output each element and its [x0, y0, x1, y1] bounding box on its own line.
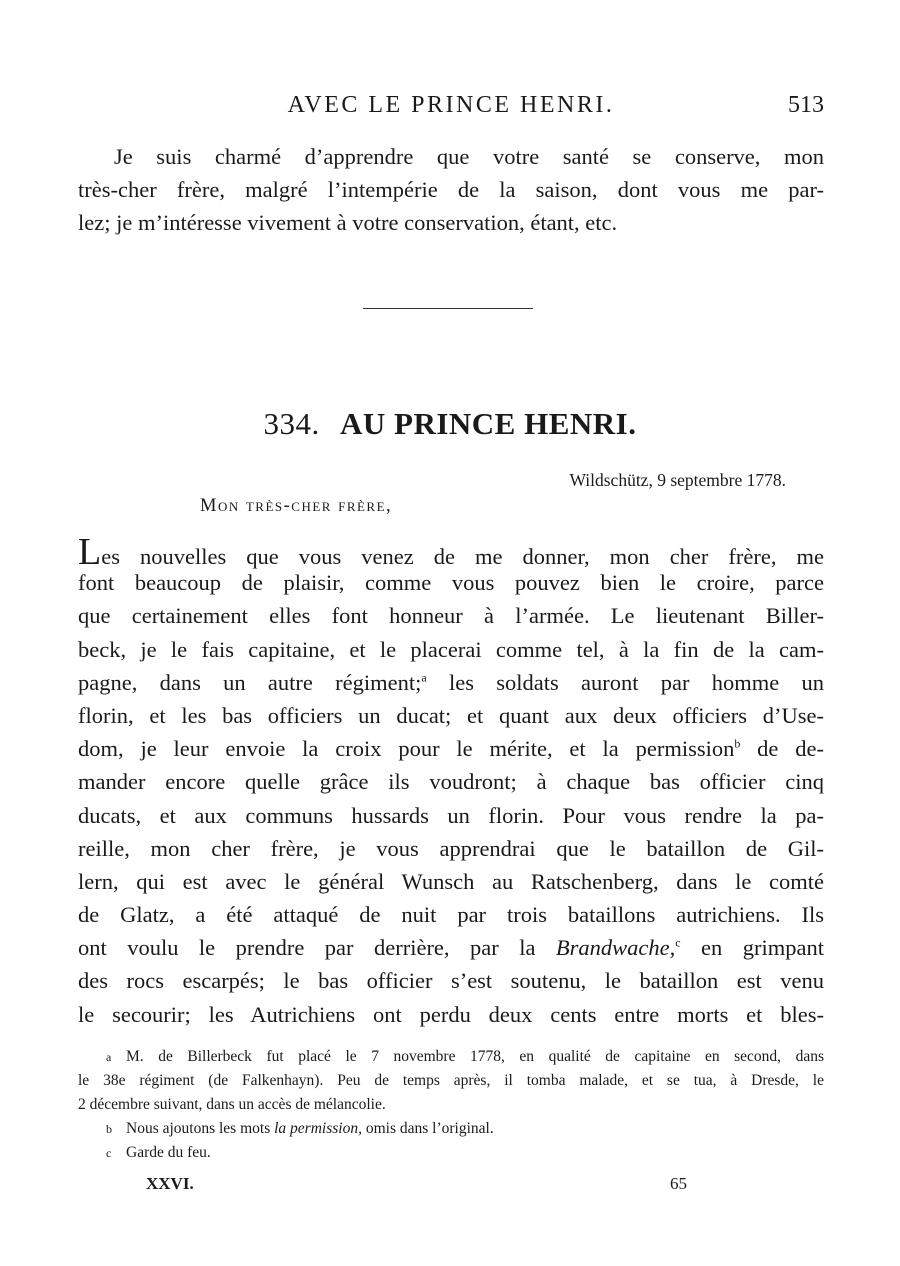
text-line	[78, 732, 824, 765]
footnote-ref-c[interactable]: c	[675, 935, 681, 950]
salutation: Mon très-cher frère,	[200, 496, 393, 516]
text-line: reille, mon cher frère, je vous apprendrai que le bataillon de Gil-	[78, 835, 824, 861]
text-line: très-cher frère, malgré l’intempérie de la saison, dont vous me par-	[78, 177, 824, 202]
running-title: AVEC LE PRINCE HENRI.	[287, 92, 615, 118]
text-segment: pagne, dans un autre régiment;	[78, 669, 422, 695]
footnote-b	[78, 1117, 824, 1141]
footnote-text: Garde du feu.	[126, 1144, 211, 1161]
text-line	[78, 666, 824, 699]
text-line: des rocs escarpés; le bas officier s’est soutenu, le bataillon est venu	[78, 968, 824, 994]
dateline: Wildschütz, 9 septembre 1778.	[569, 470, 786, 490]
footnote-italic: la permission,	[274, 1120, 362, 1137]
letter-title: AU PRINCE HENRI.	[340, 406, 637, 441]
text-segment: de de-	[740, 736, 824, 762]
previous-letter-closing	[78, 140, 824, 239]
letter-heading	[0, 406, 900, 442]
footnote-marker: c	[106, 1146, 112, 1160]
running-head	[78, 92, 824, 126]
section-separator	[363, 308, 533, 309]
footnote-a-continued: le 38e régiment (de Falkenhayn). Peu de temps après, il tomba malade, et se tua, à Dresde, le	[78, 1072, 824, 1089]
text-line	[78, 931, 824, 964]
footnotes	[78, 1045, 824, 1165]
letter-number: 334.	[263, 406, 320, 441]
text-line: ducats, et aux communs hussards un florin. Pour vous rendre la pa-	[78, 802, 824, 828]
signature-mark: 65	[670, 1174, 687, 1193]
footnote-marker: a	[106, 1050, 112, 1064]
italic-term: Brandwache,	[555, 935, 676, 961]
text-segment: ont voulu le prendre par derrière, par la	[78, 935, 556, 961]
text-line: mander encore quelle grâce ils voudront; à chaque bas officier cinq	[78, 769, 824, 795]
text-segment: es nouvelles que vous venez de me donner, mon cher frère, me	[101, 544, 824, 569]
volume-number: XXVI.	[146, 1174, 194, 1193]
text-segment: dom, je leur envoie la croix pour le mérite, et la permission	[78, 736, 735, 762]
footnote-ref-a[interactable]: a	[421, 670, 427, 685]
text-line: beck, je le fais capitaine, et le placerai comme tel, à la fin de la cam-	[78, 636, 824, 662]
text-line: Je suis charmé d’apprendre que votre santé se conserve, mon	[114, 144, 824, 169]
text-line: font beaucoup de plaisir, comme vous pouvez bien le croire, parce	[78, 570, 824, 596]
text-line: que certainement elles font honneur à l’armée. Le lieutenant Biller-	[78, 603, 824, 629]
text-line: le secourir; les Autrichiens ont perdu deux cents entre morts et bles-	[78, 1001, 824, 1027]
page-footer	[0, 1174, 900, 1200]
footnote-text: M. de Billerbeck fut placé le 7 novembre 1778, en qualité de capitaine en second, dans	[126, 1048, 824, 1065]
footnote-c	[78, 1141, 824, 1165]
footnote-a	[78, 1045, 824, 1069]
text-line: lern, qui est avec le général Wunsch au Ratschenberg, dans le comté	[78, 868, 824, 894]
text-segment: les soldats auront par homme un	[426, 669, 824, 695]
text-line: de Glatz, a été attaqué de nuit par trois bataillons autrichiens. Ils	[78, 902, 824, 928]
footnote-ref-b[interactable]: b	[734, 736, 741, 751]
text-line	[78, 531, 824, 573]
footnote-a-continued: 2 décembre suivant, dans un accès de mélancolie.	[78, 1096, 386, 1113]
letter-body	[78, 533, 824, 1031]
footnote-text: Nous ajoutons les mots	[126, 1120, 275, 1137]
text-line: lez; je m’intéresse vivement à votre conservation, étant, etc.	[78, 210, 618, 235]
footnote-marker: b	[106, 1122, 112, 1136]
page-number: 513	[788, 92, 824, 118]
text-segment: en grimpant	[680, 935, 824, 961]
drop-cap: L	[78, 531, 102, 573]
footnote-text: omis dans l’original.	[361, 1120, 494, 1137]
text-line: florin, et les bas officiers un ducat; et quant aux deux officiers d’Use-	[78, 702, 824, 728]
